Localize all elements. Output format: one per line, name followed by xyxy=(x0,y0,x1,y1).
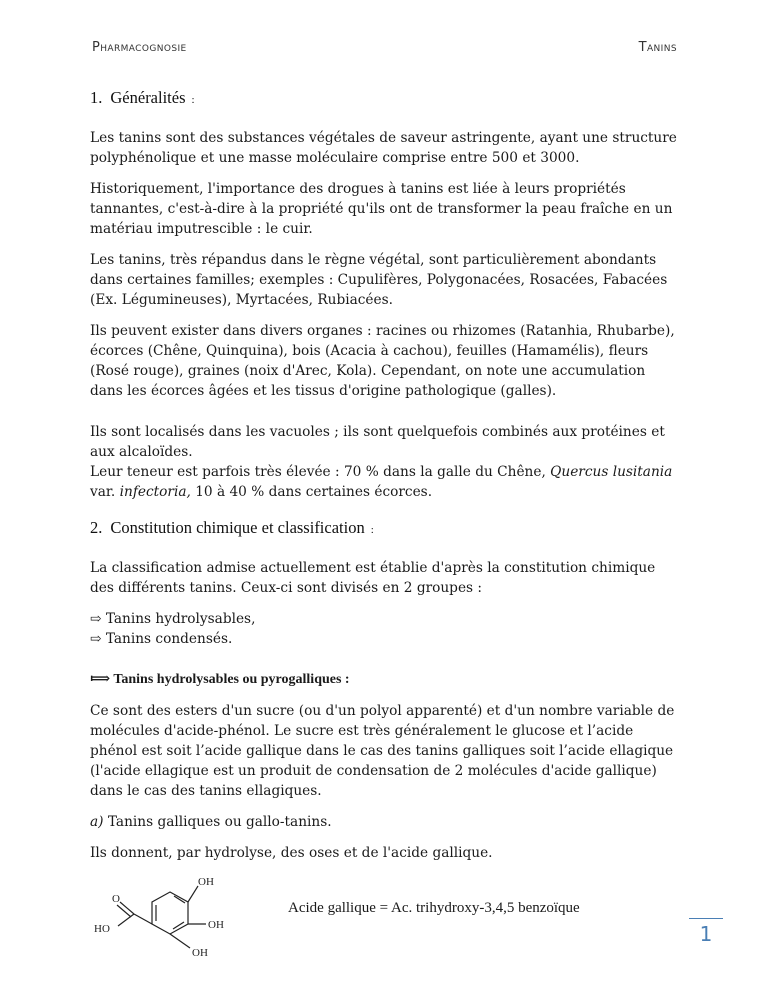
paragraph-hydrolysis: Ils donnent, par hydrolyse, des oses et de l'acide gallique. xyxy=(90,845,493,861)
content-text-before: Leur teneur est parfois très élevée : 70 % dans la galle du Chêne, xyxy=(90,464,551,480)
gallic-acid-structure xyxy=(90,874,260,970)
list-item: ⇨ Tanins hydrolysables, xyxy=(90,611,256,627)
section-1-heading xyxy=(90,88,680,108)
page-content xyxy=(90,88,680,970)
list-item: ⇨ Tanins condensés. xyxy=(90,631,233,647)
hydroxyl-middle-label: OH xyxy=(208,919,224,931)
hydrolysable-subheading: ⟾ Tanins hydrolysables ou pyrogalliques : xyxy=(90,672,350,687)
paragraph-organs: Ils peuvent exister dans divers organes : racines ou rhizomes (Ratanhia, Rhubarbe), écorces (Chêne, Quinquina), bois (Acacia à cachou), feuilles (Hamamélis), fleurs (Rosé rouge), graines (noix d'Arec, Kola). Cependant, on note une accumulation dans les écorces âgées et les tissus d'origine pathologique (galles). xyxy=(90,323,675,399)
item-a-text: Tanins galliques ou gallo-tanins. xyxy=(103,814,332,830)
paragraph-distribution: Les tanins, très répandus dans le règne végétal, sont particulièrement abondants dans certaines familles; exemples : Cupulifères, Polygonacées, Rosacées, Fabacées (Ex. Légumineuses), Myrtacées, Rubiacées. xyxy=(90,252,668,308)
variety-name: infectoria, xyxy=(119,484,191,500)
section-2-number: 2. xyxy=(90,518,103,537)
section-2-heading xyxy=(90,518,680,538)
benzene-ring xyxy=(152,892,188,934)
page-number: 1 xyxy=(699,922,713,946)
section-2-colon: : xyxy=(370,524,374,536)
hydroxyl-top-label: OH xyxy=(198,876,214,888)
section-1-number: 1. xyxy=(90,88,103,107)
species-name: Quercus lusitania xyxy=(550,464,673,480)
content-text-after: 10 à 40 % dans certaines écorces. xyxy=(190,484,433,500)
paragraph-definition: Les tanins sont des substances végétales de saveur astringente, ayant une structure polyphénolique et une masse moléculaire comprise entre 500 et 3000. xyxy=(90,130,677,166)
item-a-label: a) xyxy=(90,814,104,830)
section-1-title: Généralités xyxy=(110,88,186,107)
carbonyl-oxygen-label: O xyxy=(112,893,120,905)
hydroxyl-left-label: HO xyxy=(94,923,110,935)
hydroxyl-bottom-label: OH xyxy=(192,947,208,959)
tanin-groups-list xyxy=(90,609,680,649)
paragraph-classification: La classification admise actuellement est établie d'après la constitution chimique des différents tanins. Ceux-ci sont divisés en 2 groupes : xyxy=(90,560,656,596)
var-text: var. xyxy=(90,484,120,500)
page-number-rule xyxy=(689,918,723,919)
paragraph-history: Historiquement, l'importance des drogues à tanins est liée à leurs propriétés tannantes, c'est-à-dire à la propriété qu'ils ont de transformer la peau fraîche en un matériau imputrescible : le cuir. xyxy=(90,181,673,237)
running-header xyxy=(92,40,677,55)
item-a xyxy=(90,812,680,832)
localisation-text: Ils sont localisés dans les vacuoles ; ils sont quelquefois combinés aux protéines et aux alcaloïdes. xyxy=(90,424,665,460)
header-left-title: Pharmacognosie xyxy=(92,40,187,55)
header-right-title: Tanins xyxy=(638,40,677,55)
gallic-acid-caption: Acide gallique = Ac. trihydroxy-3,4,5 benzoïque xyxy=(288,900,580,916)
gallic-acid-figure xyxy=(90,874,680,970)
paragraph-hydrolysable: Ce sont des esters d'un sucre (ou d'un polyol apparenté) et d'un nombre variable de molécules d'acide-phénol. Le sucre est très généralement le glucose et l’acide phénol est soit l’acide gallique dans le cas des tanins galliques soit l’acide ellagique (l'acide ellagique est un produit de condensation de 2 molécules d'acide gallique) dans le cas des tanins ellagiques. xyxy=(90,703,675,799)
paragraph-localisation xyxy=(90,422,680,502)
section-2-title: Constitution chimique et classification xyxy=(110,518,365,537)
section-1-colon: : xyxy=(191,94,195,106)
